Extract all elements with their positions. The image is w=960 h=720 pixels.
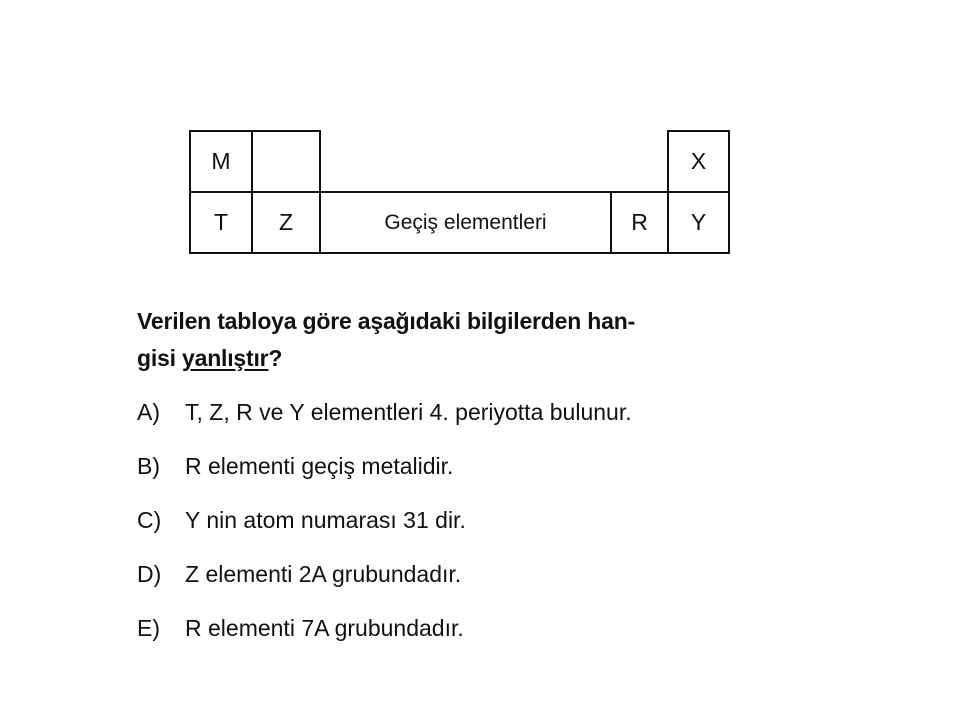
option-a-text: T, Z, R ve Y elementleri 4. periyotta bulunur. <box>185 399 632 425</box>
option-c-letter: C) <box>137 507 162 533</box>
question-stem <box>137 303 817 377</box>
cell-empty <box>251 130 321 193</box>
option-a-letter: A) <box>137 399 160 425</box>
option-d[interactable] <box>137 559 461 589</box>
cell-x: X <box>667 130 730 193</box>
cell-y: Y <box>667 191 730 254</box>
question-line-1: Verilen tabloya göre aşağıdaki bilgilerden han- <box>137 308 636 334</box>
question-line-2 <box>137 340 817 377</box>
option-b-text: R elementi geçiş metalidir. <box>185 453 454 479</box>
option-e-text: R elementi 7A grubundadır. <box>185 615 464 641</box>
option-c[interactable] <box>137 505 466 535</box>
question-suffix: ? <box>268 345 283 371</box>
option-c-text: Y nin atom numarası 31 dir. <box>185 507 466 533</box>
cell-z: Z <box>251 191 321 254</box>
cell-transition-elements: Geçiş elementleri <box>319 191 612 254</box>
cell-r: R <box>610 191 669 254</box>
question-prefix: gisi <box>137 345 183 371</box>
option-d-text: Z elementi 2A grubundadır. <box>185 561 462 587</box>
option-a[interactable] <box>137 397 632 427</box>
option-b-letter: B) <box>137 453 160 479</box>
option-e[interactable] <box>137 613 464 643</box>
cell-m: M <box>189 130 253 193</box>
option-b[interactable] <box>137 451 453 481</box>
question-underlined-word: yanlıştır <box>182 345 269 371</box>
cell-t: T <box>189 191 253 254</box>
option-e-letter: E) <box>137 615 160 641</box>
option-d-letter: D) <box>137 561 162 587</box>
